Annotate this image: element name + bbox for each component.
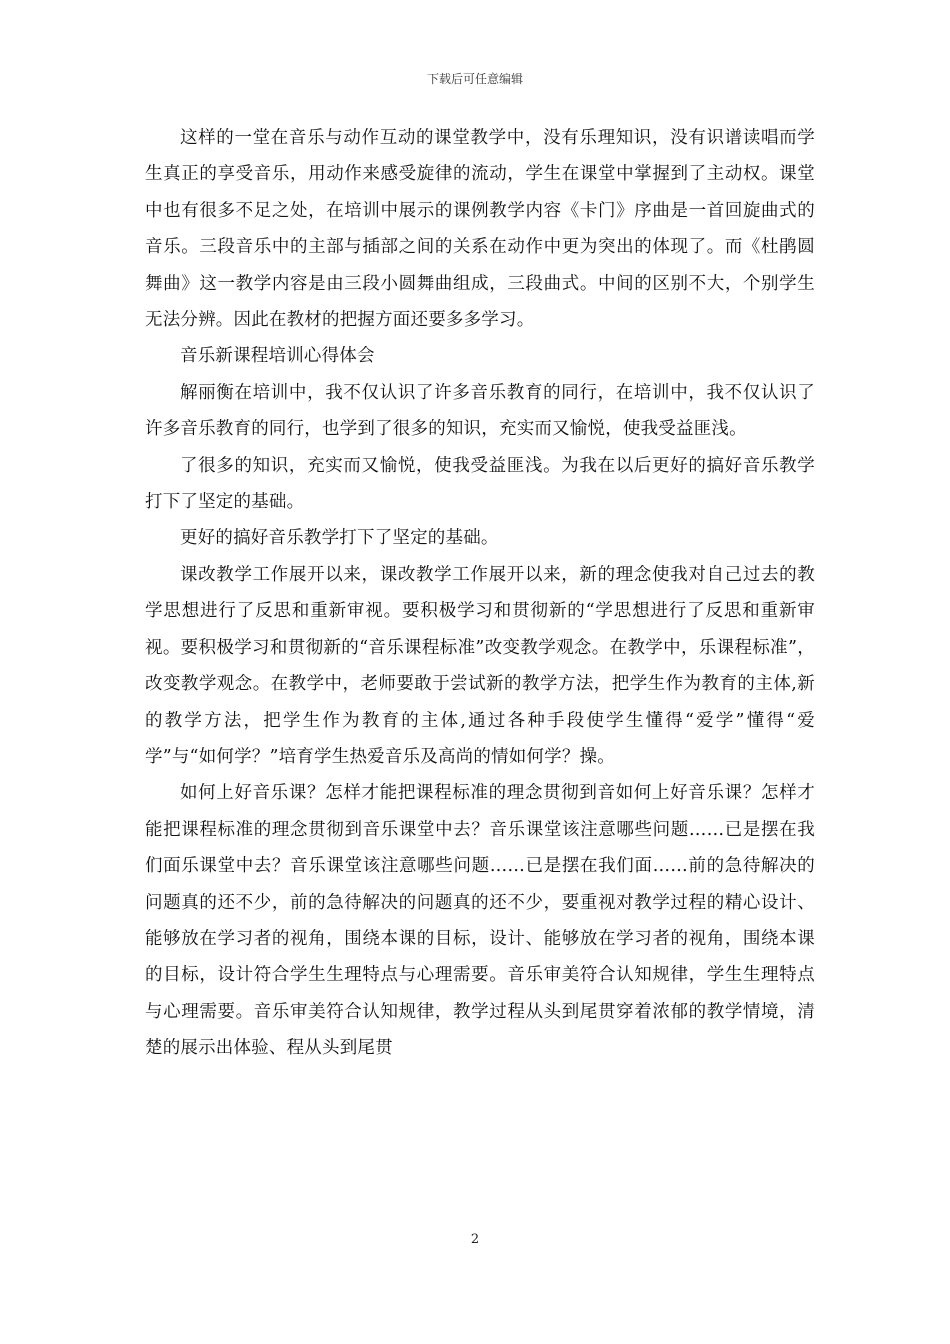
page-header: 下载后可任意编辑 [426,72,523,86]
section-title: 音乐新课程培训心得体会 [180,346,375,367]
paragraph-reform: 课改教学工作展开以来，课改教学工作展开以来，新的理念使我对自己过去的教学思想进行了反思和重新审视。要积极学习和贯彻新的“学思想进行了反思和重新审视。要积极学习和贯彻新的“音乐课程标准”改变教学观念。在教学中，乐课程标准”，改变教学观念。在教学中，老师要敢于尝试新的教学方法，把学生作为教育的主体,新的教学方法，把学生作为教育的主体,通过各种手段使学生懂得“爱学”懂得“爱学”与“如何学？”培育学生热爱音乐及高尚的情如何学？操。 [145,564,815,767]
paragraph-foundation: 更好的搞好音乐教学打下了坚定的基础。 [180,528,499,549]
page-number: 2 [470,1232,480,1247]
paragraph-training: 解丽衡在培训中，我不仅认识了许多音乐教育的同行，在培训中，我不仅认识了许多音乐教育的同行，也学到了很多的知识，充实而又愉悦，使我受益匪浅。 [145,382,815,440]
paragraph-how-to-teach: 如何上好音乐课？怎样才能把课程标准的理念贯彻到音如何上好音乐课？怎样才能把课程标准的理念贯彻到音乐课堂中去？音乐课堂该注意哪些问题……已是摆在我们面乐课堂中去？音乐课堂该注意哪些问题……已是摆在我们面……前的急待解决的问题真的还不少，前的急待解决的问题真的还不少，要重视对教学过程的精心设计、能够放在学习者的视角，围绕本课的目标，设计、能够放在学习者的视角，围绕本课的目标，设计符合学生生理特点与心理需要。音乐审美符合认知规律，学生生理特点与心理需要。音乐审美符合认知规律，教学过程从头到尾贯穿着浓郁的教学情境，清楚的展示出体验、程从头到尾贯 [145,783,815,1059]
paragraph-reflection: 这样的一堂在音乐与动作互动的课堂教学中，没有乐理知识，没有识谱读唱而学生真正的享受音乐，用动作来感受旋律的流动，学生在课堂中掌握到了主动权。课堂中也有很多不足之处，在培训中展示的课例教学内容《卡门》序曲是一首回旋曲式的音乐。三段音乐中的主部与插部之间的关系在动作中更为突出的体现了。而《杜鹃圆舞曲》这一教学内容是由三段小圆舞曲组成，三段曲式。中间的区别不大，个别学生无法分辨。因此在教材的把握方面还要多多学习。 [145,128,815,331]
paragraph-benefit: 了很多的知识，充实而又愉悦，使我受益匪浅。为我在以后更好的搞好音乐教学打下了坚定的基础。 [145,455,815,513]
document-body [145,120,815,1067]
